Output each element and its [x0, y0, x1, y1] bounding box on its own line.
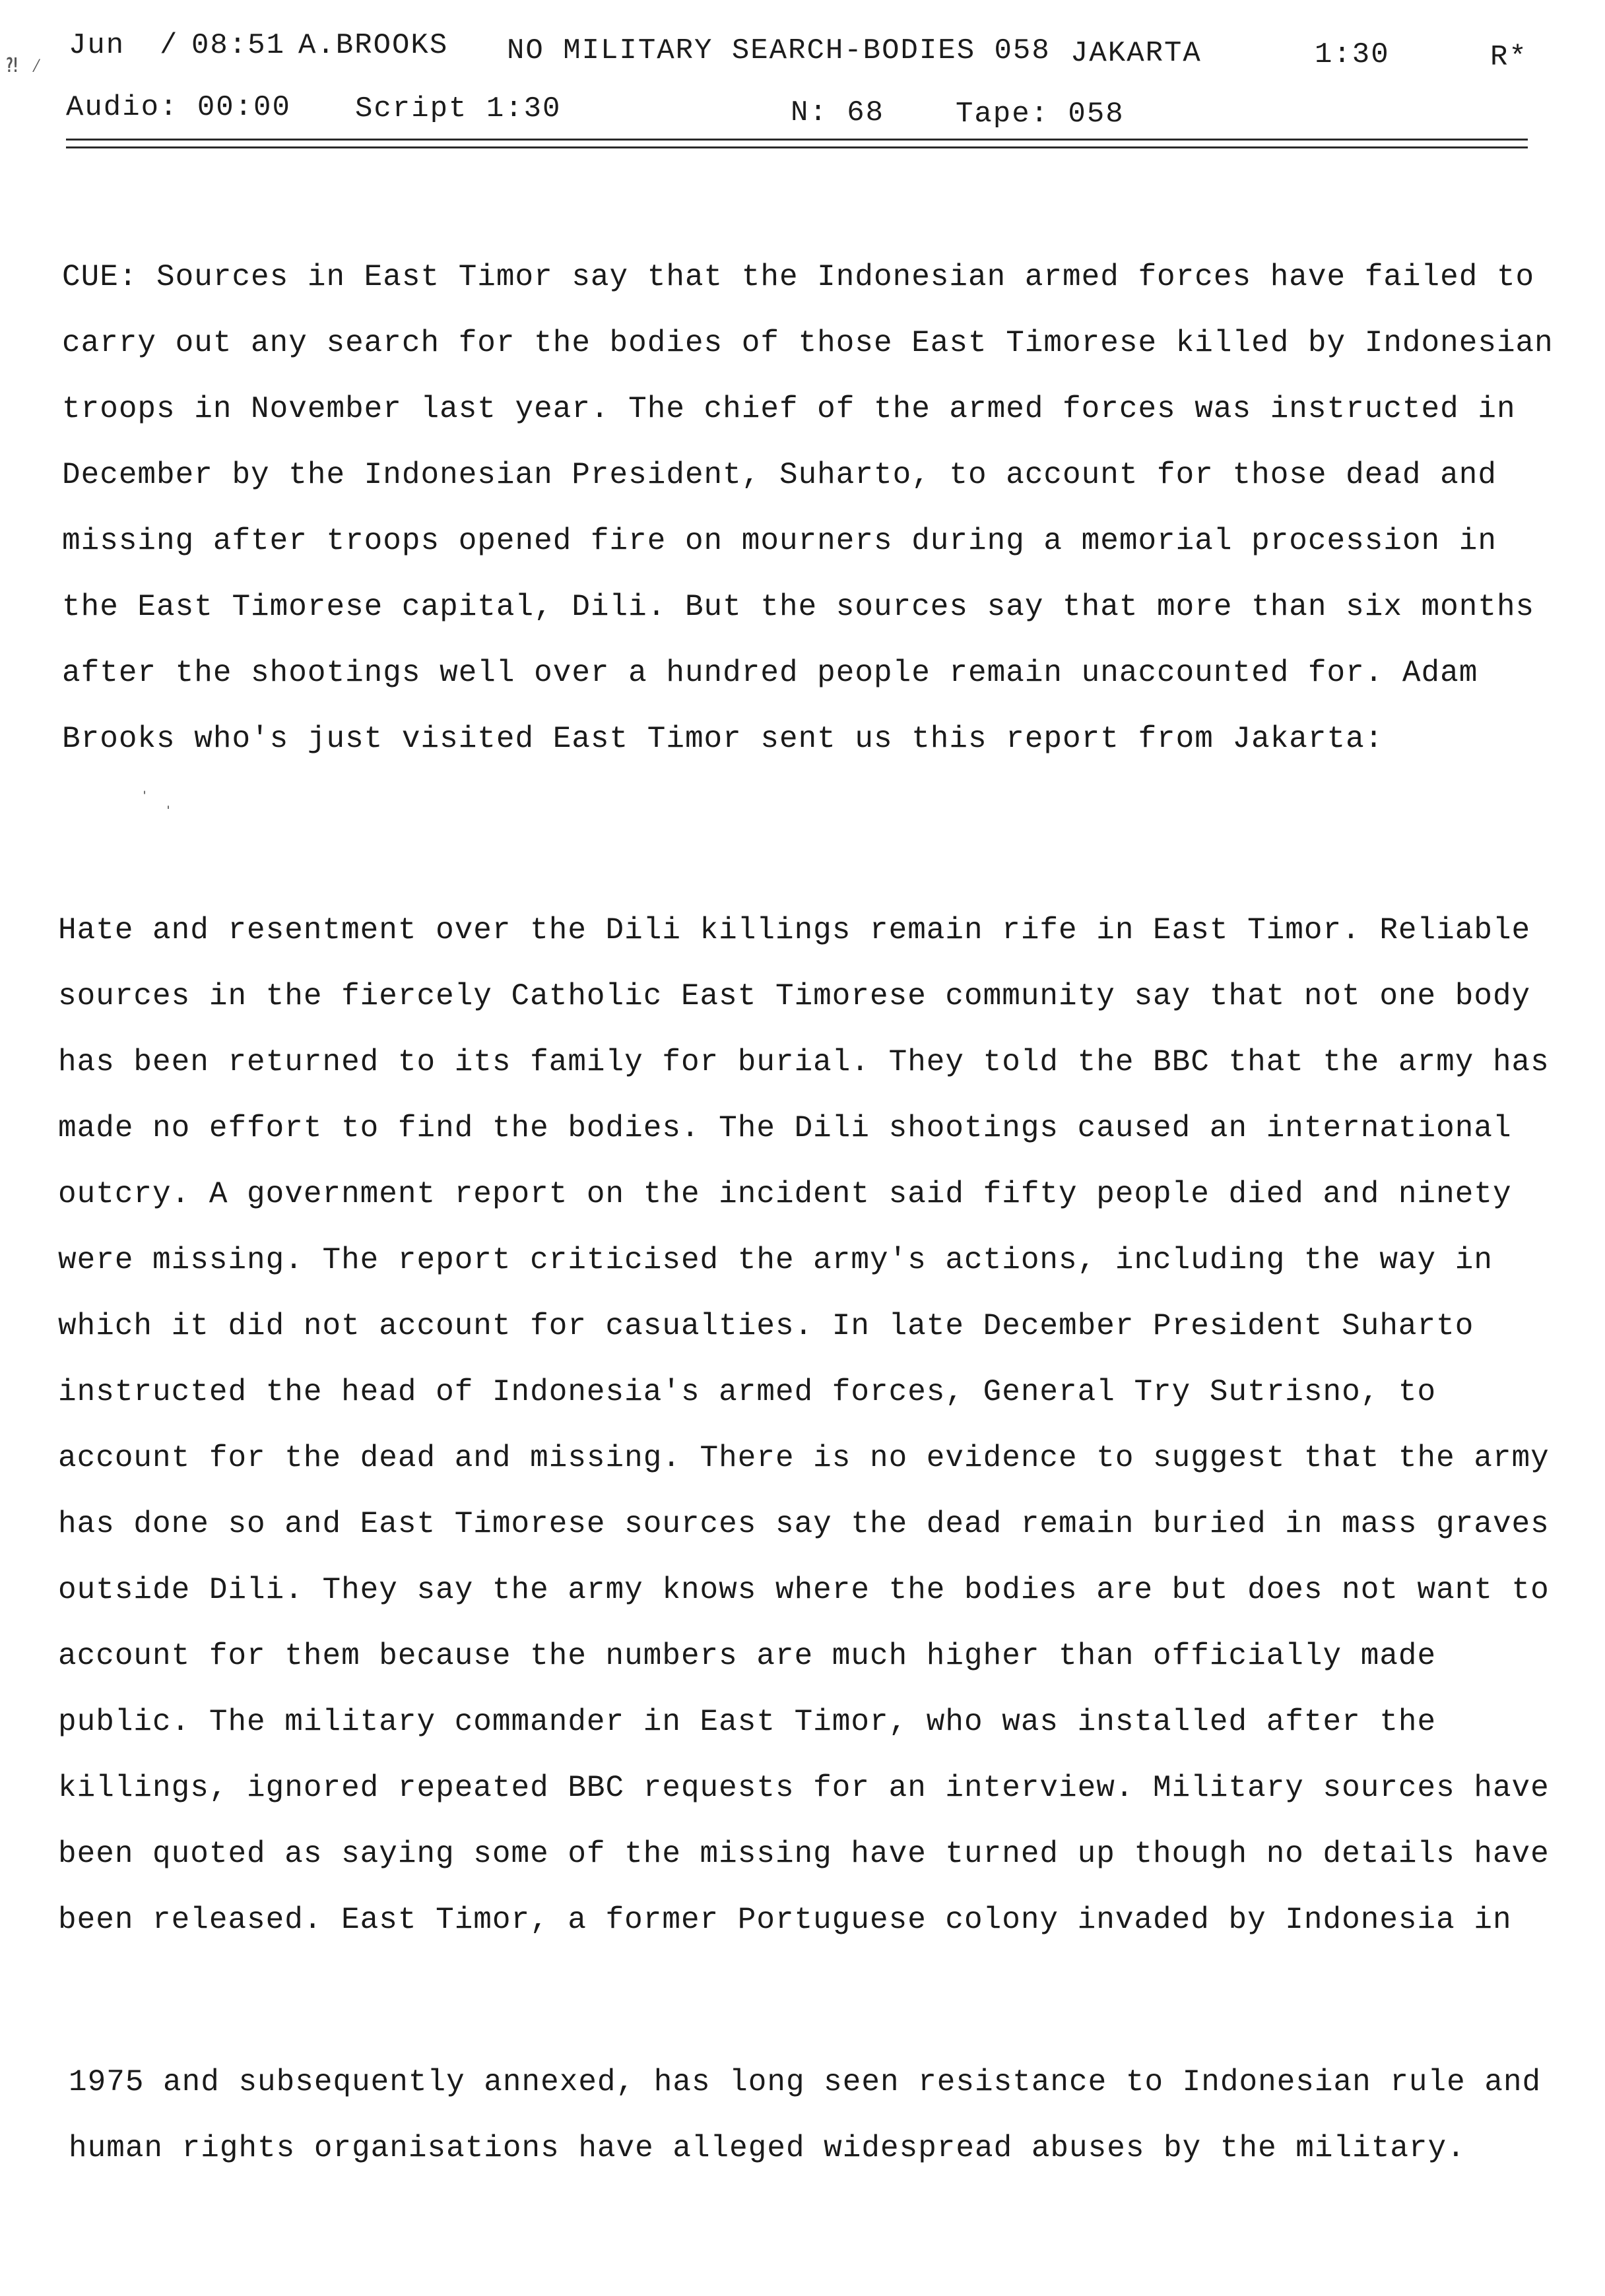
header-tape: Tape: 058 — [956, 98, 1125, 131]
report-line: killings, ignored repeated BBC requests for an interview. Military sources have — [58, 1771, 1550, 1805]
report-line: which it did not account for casualties. In late December President Suharto — [58, 1309, 1474, 1343]
report-line: made no effort to find the bodies. The Dili shootings caused an international — [58, 1111, 1512, 1145]
cue-line: the East Timorese capital, Dili. But the sources say that more than six months — [62, 590, 1535, 624]
report-paragraph — [58, 897, 1550, 1953]
continuation-paragraph — [69, 2049, 1541, 2181]
report-line: outside Dili. They say the army knows where the bodies are but does not want to — [58, 1573, 1550, 1607]
header-time: 08:51 — [191, 29, 286, 62]
report-line: public. The military commander in East Timor, who was installed after the — [58, 1705, 1437, 1739]
header-slug: NO MILITARY SEARCH-BODIES 058 — [507, 34, 1051, 67]
header-duration: 1:30 — [1315, 38, 1390, 71]
report-line: been released. East Timor, a former Portuguese colony invaded by Indonesia in — [58, 1903, 1512, 1937]
header-slash: / — [160, 29, 179, 62]
scan-speck: ˈ ˌ — [139, 789, 175, 812]
report-line: account for the dead and missing. There is no evidence to suggest that the army — [58, 1441, 1550, 1475]
header-rule-top — [66, 139, 1528, 141]
report-line: been quoted as saying some of the missing have turned up though no details have — [58, 1837, 1550, 1871]
header-audio: Audio: 00:00 — [66, 91, 291, 124]
report-line: outcry. A government report on the incident said fifty people died and ninety — [58, 1177, 1512, 1211]
header-reporter: A.BROOKS — [298, 29, 449, 62]
header-script: Script 1:30 — [355, 92, 562, 125]
continuation-line: human rights organisations have alleged widespread abuses by the military. — [69, 2131, 1466, 2165]
cue-line: December by the Indonesian President, Suharto, to account for those dead and — [62, 458, 1497, 492]
cue-line: after the shootings well over a hundred people remain unaccounted for. Adam — [62, 656, 1478, 690]
report-line: instructed the head of Indonesia's armed forces, General Try Sutrisno, to — [58, 1375, 1437, 1409]
report-line: were missing. The report criticised the army's actions, including the way in — [58, 1243, 1493, 1277]
report-line: has been returned to its family for burial. They told the BBC that the army has — [58, 1045, 1550, 1079]
header-location: JAKARTA — [1070, 37, 1202, 70]
report-line: sources in the fiercely Catholic East Timorese community say that not one body — [58, 979, 1531, 1013]
report-line: account for them because the numbers are much higher than officially made — [58, 1639, 1437, 1673]
cue-line: CUE: Sources in East Timor say that the Indonesian armed forces have failed to — [62, 260, 1535, 294]
header-date: Jun — [69, 29, 125, 62]
cue-line: missing after troops opened fire on mourners during a memorial procession in — [62, 524, 1497, 558]
header-number: N: 68 — [791, 96, 885, 129]
cue-line: troops in November last year. The chief of the armed forces was instructed in — [62, 392, 1516, 426]
cue-line: Brooks who's just visited East Timor sent us this report from Jakarta: — [62, 722, 1384, 756]
report-line: Hate and resentment over the Dili killings remain rife in East Timor. Reliable — [58, 913, 1531, 947]
cue-paragraph — [62, 244, 1554, 772]
continuation-line: 1975 and subsequently annexed, has long seen resistance to Indonesian rule and — [69, 2065, 1542, 2099]
cue-line: carry out any search for the bodies of those East Timorese killed by Indonesian — [62, 326, 1554, 360]
margin-marks: ⁈ ⁄ — [7, 56, 43, 79]
header-flag: R* — [1490, 41, 1528, 74]
report-line: has done so and East Timorese sources say the dead remain buried in mass graves — [58, 1507, 1550, 1541]
header-rule-bottom — [66, 146, 1528, 148]
